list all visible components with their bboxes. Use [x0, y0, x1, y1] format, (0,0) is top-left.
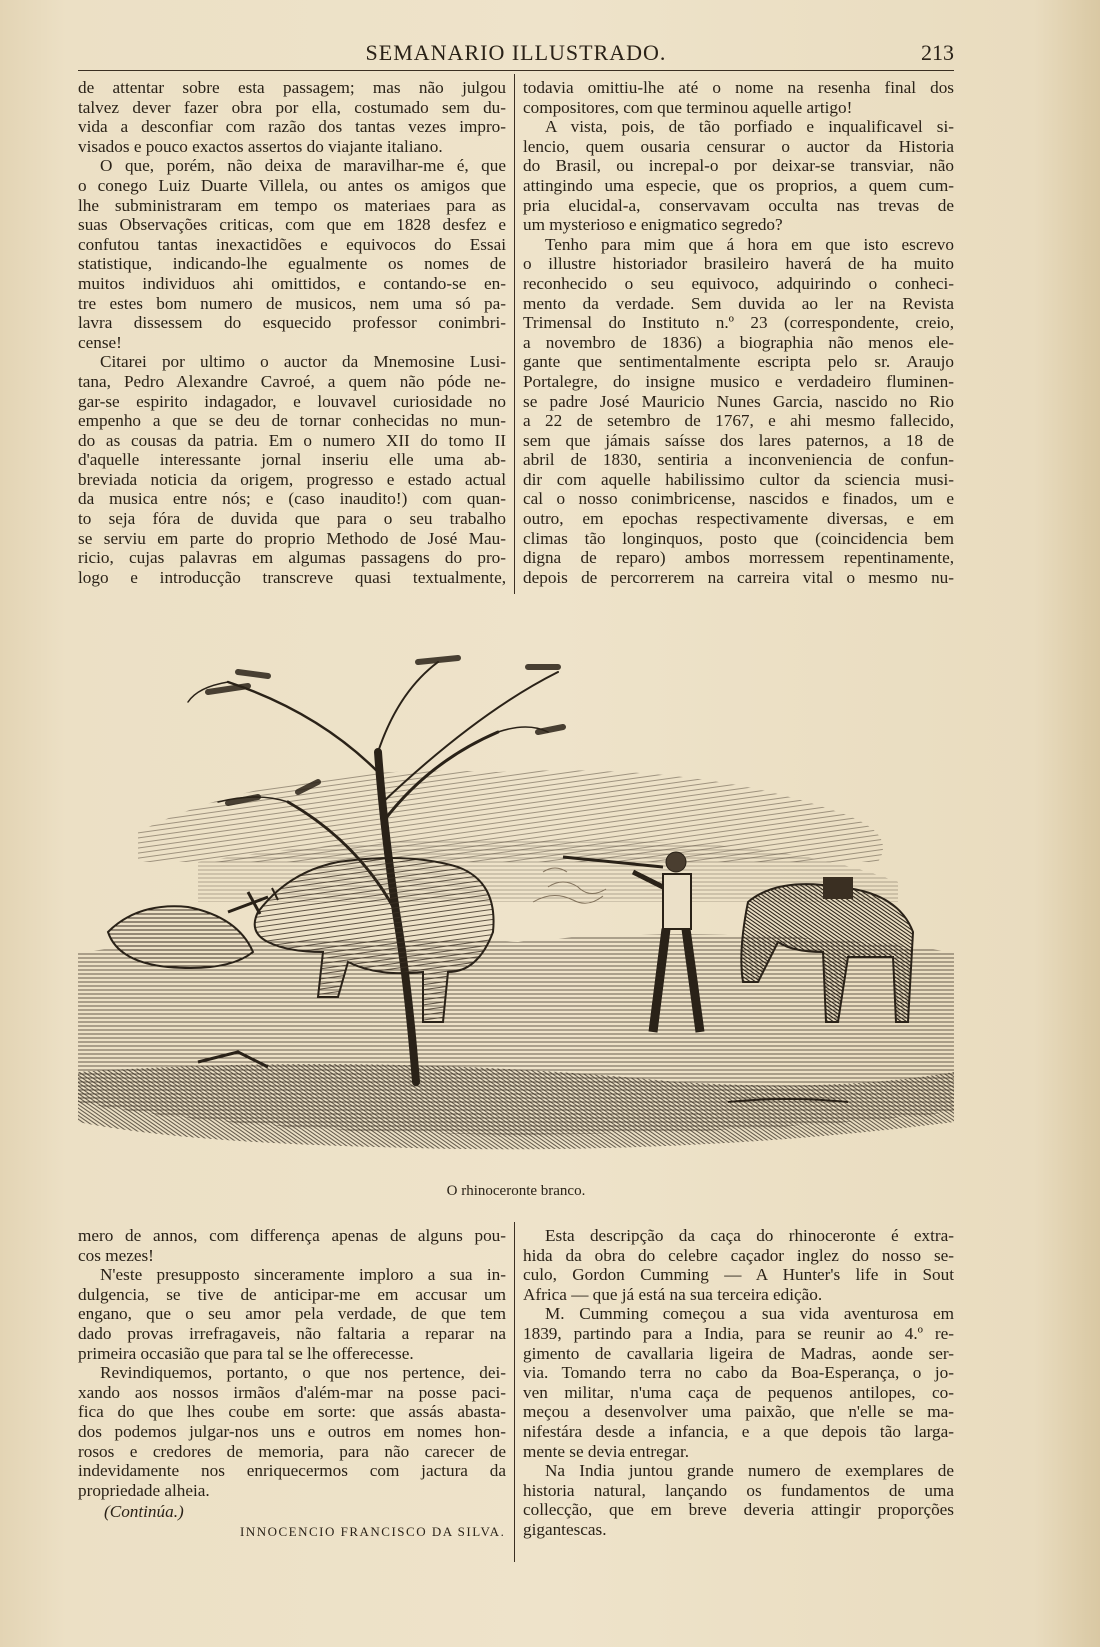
text-line: d'aquelle interessante jornal inseriu elle uma ab- [78, 450, 506, 470]
text-line: compositores, com que terminou aquelle artigo! [523, 97, 853, 117]
text-line: dos podemos julgar-nos uns e outros em nomes hon- [78, 1421, 506, 1441]
text-line: hida da obra do celebre caçador inglez do nosso se- [523, 1245, 954, 1265]
text-line: sem que jámais saísse dos lares paternos, a 18 de [523, 430, 954, 450]
text-line: lhe subministraram em tempo os materiaes para as [78, 195, 506, 215]
text-line: a novembro de 1836) a biographia não menos ele- [523, 332, 954, 352]
text-line: propriedade alheia. [78, 1480, 210, 1500]
text-line: culo, Gordon Cumming — A Hunter's life in Sout [523, 1265, 954, 1285]
text-line: Portalegre, do insigne musico e verdadeiro fluminen- [523, 371, 954, 391]
text-line: Revindiquemos, portanto, o que nos pertence, dei- [100, 1363, 506, 1383]
text-line: nifestára desde a infancia, e a que depois tão larga- [523, 1421, 954, 1441]
text-line: N'este presupposto sinceramente imploro a sua in- [100, 1265, 506, 1285]
text-line: fica do que lhes coube em sorte: que assás abasta- [78, 1402, 506, 1422]
text-line: statistique, indicando-lhe egualmente os nomes de [78, 254, 506, 274]
column-divider-bottom [514, 1222, 515, 1562]
text-line: mento da verdade. Sem duvida ao ler na Revista [523, 293, 954, 313]
text-line: pria elucidal-a, conservavam occulta nas trevas de [523, 195, 954, 215]
text-line: todavia omittiu-lhe até o nome na resenha final dos [523, 78, 954, 97]
page-number: 213 [921, 40, 954, 65]
text-line: digna de reparo) ambos morressem repentinamente, [523, 548, 954, 568]
text-line: 1839, partindo para a India, para se reunir ao 4.º re- [523, 1323, 954, 1343]
text-line: de attentar sobre esta passagem; mas não julgou [78, 78, 506, 97]
text-line: meçou a desenvolver uma paixão, que n'elle se ma- [523, 1402, 954, 1422]
text-line: M. Cumming começou a sua vida aventurosa em [545, 1304, 954, 1324]
text-line: do Brasil, ou increpal-o por deixar-se transviar, não [523, 156, 954, 176]
page-header [78, 38, 954, 66]
text-line: gante que sentimentalmente escripta pelo sr. Araujo [523, 352, 954, 372]
text-line: mente se devia entregar. [523, 1441, 690, 1461]
column-divider-top [514, 74, 515, 594]
text-line: depois de percorrerem na carreira vital o mesmo nu- [523, 567, 954, 587]
text-line: A vista, pois, de tão porfiado e inqualificavel si- [545, 117, 954, 137]
text-line: o conego Luiz Duarte Villela, ou antes os amigos que [78, 175, 506, 195]
publication-title: SEMANARIO ILLUSTRADO. [365, 40, 667, 65]
text-line: ricio, cujas palavras em algumas passagens do pro- [78, 548, 506, 568]
text-line: engano, que o seu amor pela verdade, de que tem [78, 1304, 506, 1324]
text-line: empenho a que se deu de tornar conhecidas no mun- [78, 411, 506, 431]
text-column-top-left [78, 78, 506, 587]
text-line: lavra dissessem do esquecido professor conimbri- [78, 313, 506, 333]
text-line: se serviu em parte do proprio Methodo de José Mau- [78, 528, 506, 548]
continued-note: (Continúa.) [104, 1502, 184, 1521]
text-line: O que, porém, não deixa de maravilhar-me é, que [100, 156, 506, 176]
text-line: talvez dever fazer obra por ella, costumado sem du- [78, 97, 506, 117]
text-line: via. Tomando terra no cabo da Boa-Esperança, o jo- [523, 1363, 954, 1383]
text-line: confutou tantas inexactidões e equivocos do Essai [78, 234, 506, 254]
text-line: historia natural, lançando os fundamentos de uma [523, 1480, 954, 1500]
text-line: cos mezes! [78, 1245, 154, 1265]
text-line: ven militar, n'uma caça de pequenos antilopes, co- [523, 1382, 954, 1402]
text-line: lencio, quem ousaria censurar o auctor da Historia [523, 136, 954, 156]
fallen-rhinoceros [108, 897, 268, 968]
text-line: outro, em epochas respectivamente diversas, e em [523, 509, 954, 529]
text-line: mero de annos, com differença apenas de alguns pou- [78, 1226, 506, 1245]
text-line: Na India juntou grande numero de exemplares de [545, 1461, 954, 1481]
text-column-bottom-right [523, 1226, 954, 1540]
text-line: muitos individuos ahi omittidos, e contando-se en- [78, 273, 506, 293]
text-line: attingindo uma especie, que os proprios, a quem cum- [523, 175, 954, 195]
text-line: abril de 1830, sentiria a inconveniencia de confun- [523, 450, 954, 470]
text-line: gar-se espirito indagador, e louvavel curiosidade no [78, 391, 506, 411]
rhinoceros-hunt-engraving [78, 652, 954, 1157]
text-line: primeira occasião que para tal se lhe offerecesse. [78, 1343, 414, 1363]
text-line: dado provas irrefragaveis, não faltaria a reparar na [78, 1323, 506, 1343]
text-line: dulgencia, se tive de anticipar-me em accusar um [78, 1284, 506, 1304]
text-column-top-right [523, 78, 954, 587]
text-line: indevidamente nos enriquecermos com jactura da [78, 1461, 506, 1481]
text-line: Esta descripção da caça do rhinoceronte é extra- [545, 1226, 954, 1245]
text-line: a 22 de setembro de 1767, e ahi mesmo fallecido, [523, 411, 954, 431]
author-signature: INNOCENCIO FRANCISCO DA SILVA. [240, 1524, 506, 1539]
text-line: tre estes bom numero de musicos, nem uma só pa- [78, 293, 506, 313]
text-line: gimento de cavallaria ligeira de Madras, aonde ser- [523, 1343, 954, 1363]
text-line: to seja fóra de duvida que para o seu trabalho [78, 509, 506, 529]
text-line: dir com aquelle habilissimo cultor da sciencia musi- [523, 469, 954, 489]
text-line: tana, Pedro Alexandre Cavroé, a quem não póde ne- [78, 371, 506, 391]
text-line: logo e introducção transcreve quasi textualmente, [78, 567, 506, 587]
text-line: gigantescas. [523, 1519, 607, 1539]
text-line: Africa — que já está na sua terceira edição. [523, 1284, 823, 1304]
text-line: xando aos nossos irmãos d'além-mar na posse paci- [78, 1382, 506, 1402]
text-line: se padre José Mauricio Nunes Garcia, nascido no Rio [523, 391, 954, 411]
text-line: um mysterioso e enigmatico segredo? [523, 215, 783, 235]
text-line: da musica entre nós; e (caso inaudito!) com quan- [78, 489, 506, 509]
header-rule [78, 70, 954, 71]
text-line: climas tão longinquos, posto que (coincidencia bem [523, 528, 954, 548]
illustration-caption: O rhinoceronte branco. [446, 1183, 586, 1199]
text-line: Trimensal do Instituto n.º 23 (correspondente, creio, [523, 313, 954, 333]
text-line: collecção, que em breve deveria attingir proporções [523, 1500, 954, 1520]
text-line: Citarei por ultimo o auctor da Mnemosine Lusi- [100, 352, 506, 372]
text-column-bottom-left [78, 1226, 506, 1500]
text-line: breviada noticia da origem, progresso e estado actual [78, 469, 506, 489]
text-line: reconhecido o seu equivoco, adquirindo o conheci- [523, 273, 954, 293]
text-line: do as cousas da patria. Em o numero XII do tomo II [78, 430, 506, 450]
text-line: suas Observações criticas, com que em 1828 desfez e [78, 215, 506, 235]
text-line: cal o nosso conimbricense, nascidos e finados, um e [523, 489, 954, 509]
text-line: vida a desconfiar com razão dos tantas vezes impro- [78, 117, 506, 137]
text-line: Tenho para mim que á hora em que isto escrevo [545, 234, 954, 254]
text-line: visados e pouco exactos assertos do viajante italiano. [78, 136, 443, 156]
text-line: cense! [78, 332, 122, 352]
text-line: rosos e credores de memoria, para não carecer de [78, 1441, 506, 1461]
text-line: o illustre historiador brasileiro haverá de ha muito [523, 254, 954, 274]
